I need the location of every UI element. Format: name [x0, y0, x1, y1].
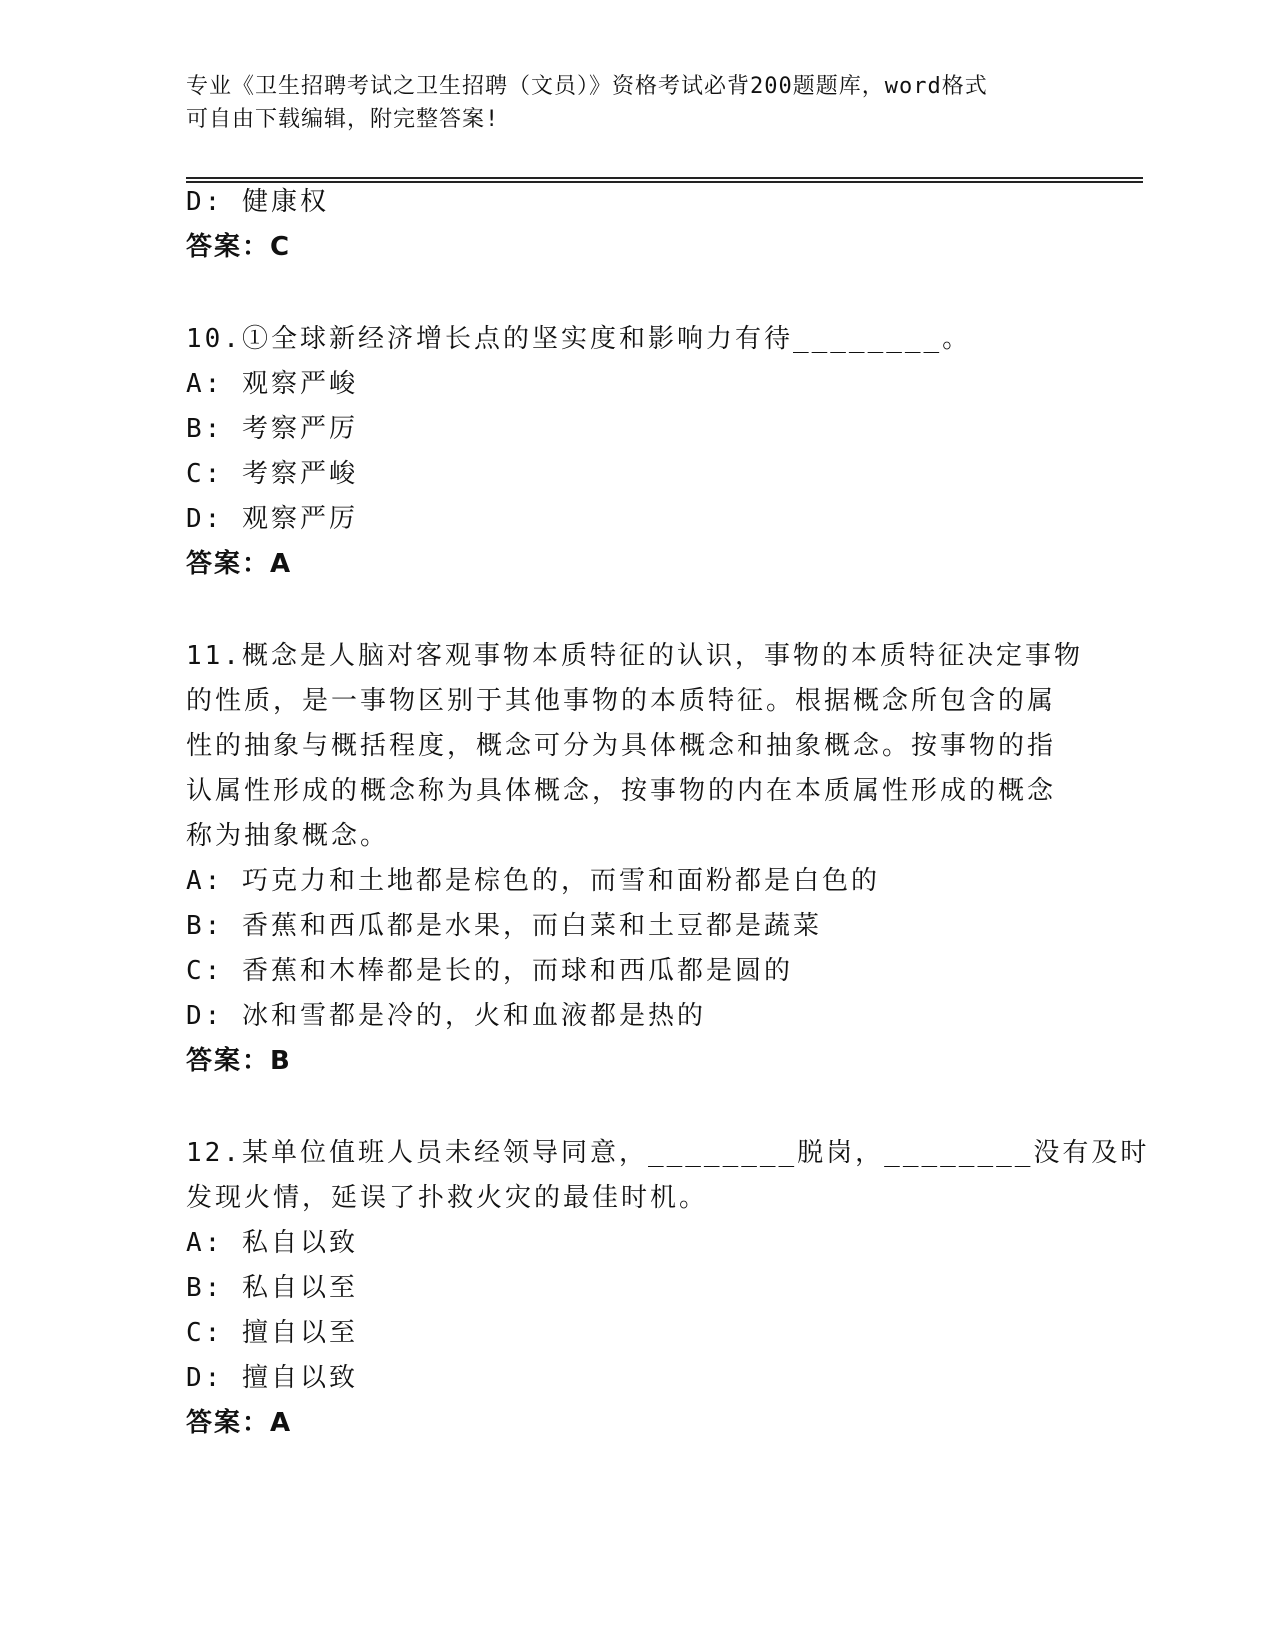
question-10-option-a: A: 观察严峻	[186, 369, 358, 399]
question-10	[186, 317, 1076, 587]
question-11-stem-line: 认属性形成的概念称为具体概念，按事物的内在本质属性形成的概念	[186, 776, 1057, 806]
question-11-option-d: D: 冰和雪都是冷的，火和血液都是热的	[186, 1001, 706, 1031]
header-line-1: 专业《卫生招聘考试之卫生招聘（文员）》资格考试必背200题题库，word格式	[186, 74, 988, 99]
question-11-option-a: A: 巧克力和土地都是棕色的，而雪和面粉都是白色的	[186, 866, 880, 896]
question-10-option-b: B: 考察严厉	[186, 414, 358, 444]
spacer	[186, 270, 1076, 317]
question-12-option-c: C: 擅自以至	[186, 1318, 358, 1348]
question-12-stem-line: 12.某单位值班人员未经领导同意，________脱岗，________没有及时	[186, 1138, 1150, 1168]
question-12-answer: 答案：A	[186, 1408, 293, 1438]
question-12	[186, 1131, 1150, 1446]
question-12-option-b: B: 私自以至	[186, 1273, 358, 1303]
question-11-stem-line: 的性质，是一事物区别于其他事物的本质特征。根据概念所包含的属	[186, 686, 1057, 716]
question-11	[186, 634, 1083, 1084]
prev-answer: 答案：C	[186, 232, 292, 262]
question-10-option-d: D: 观察严厉	[186, 504, 358, 534]
question-10-option-c: C: 考察严峻	[186, 459, 358, 489]
question-11-answer: 答案：B	[186, 1046, 292, 1076]
document-header	[186, 70, 1066, 136]
question-body	[186, 180, 1150, 1446]
spacer	[186, 1084, 1076, 1131]
question-11-stem-line: 称为抽象概念。	[186, 821, 390, 851]
header-divider-top	[186, 177, 1143, 179]
question-12-stem-line: 发现火情，延误了扑救火灾的最佳时机。	[186, 1183, 709, 1213]
spacer	[186, 587, 1076, 634]
question-10-answer: 答案：A	[186, 549, 293, 579]
question-12-option-d: D: 擅自以致	[186, 1363, 358, 1393]
header-line-2: 可自由下载编辑，附完整答案!	[186, 107, 500, 132]
question-12-option-a: A: 私自以致	[186, 1228, 358, 1258]
prev-option-d: D: 健康权	[186, 187, 329, 217]
question-10-stem: 10.①全球新经济增长点的坚实度和影响力有待________。	[186, 324, 972, 354]
question-11-stem-line: 11.概念是人脑对客观事物本质特征的认识，事物的本质特征决定事物	[186, 641, 1083, 671]
prev-question	[186, 180, 1076, 270]
question-11-option-b: B: 香蕉和西瓜都是水果，而白菜和土豆都是蔬菜	[186, 911, 822, 941]
question-11-stem-line: 性的抽象与概括程度，概念可分为具体概念和抽象概念。按事物的指	[186, 731, 1057, 761]
question-11-option-c: C: 香蕉和木棒都是长的，而球和西瓜都是圆的	[186, 956, 793, 986]
